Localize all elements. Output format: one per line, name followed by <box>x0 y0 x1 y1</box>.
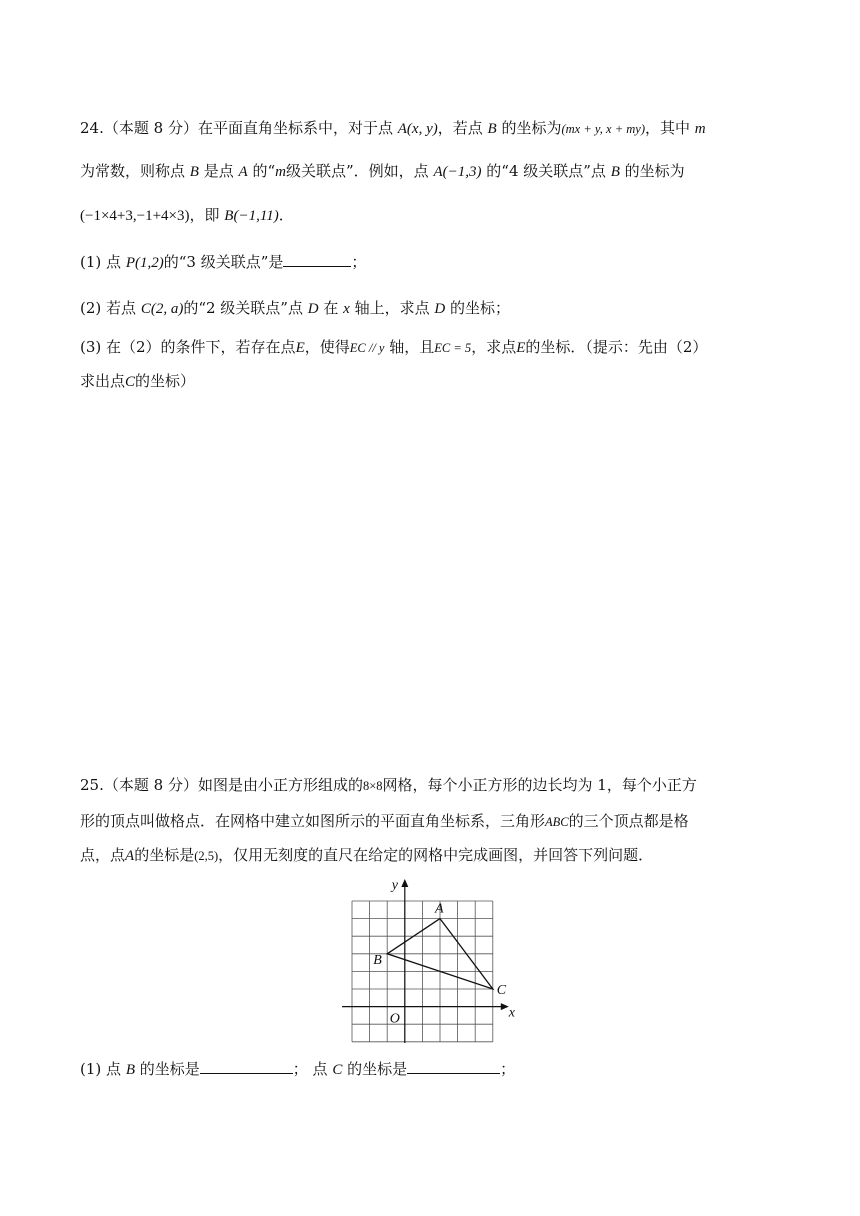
origin-label: O <box>389 1011 400 1027</box>
vertex-label-C: C <box>496 983 507 998</box>
q24-var-B: B <box>487 121 497 137</box>
q24-var-m: m <box>275 164 287 180</box>
q25-text: 的坐标是 <box>139 1060 200 1078</box>
x-axis-label: x <box>508 1005 516 1021</box>
q24-text: 级关联点”．例如，点 <box>286 162 429 180</box>
q24-example-expr: (−1×4+3,−1+4×3) <box>80 208 190 224</box>
q24-text: 的“3 级关联点”是 <box>163 253 284 271</box>
q24-text: (3) 在（2）的条件下，若存在点 <box>80 338 296 356</box>
q24-text: 是点 <box>203 162 234 180</box>
q24-length-expr: EC = 5 <box>434 341 472 355</box>
q25-text: 点，点 <box>80 846 126 864</box>
q24-text: 的坐标） <box>135 372 196 390</box>
q25-part1 <box>80 1058 515 1081</box>
grid-lines <box>352 901 493 1042</box>
q24-var-A: A <box>238 164 248 180</box>
q25-text: 的坐标是 <box>347 1060 408 1078</box>
q24-part3 <box>80 336 707 359</box>
q24-part2 <box>80 297 510 320</box>
q24-text: 的坐标； <box>450 299 511 317</box>
q25-text: 形的顶点叫做格点．在网格中建立如图所示的平面直角坐标系，三角形 <box>80 812 546 830</box>
q25-text: (1) 点 <box>80 1060 122 1078</box>
q24-text: (2) 若点 <box>80 299 137 317</box>
q24-var-E: E <box>516 340 526 356</box>
q24-text: 求出点 <box>80 372 126 390</box>
q24-text: 在平面直角坐标系中，对于点 <box>197 119 393 137</box>
q25-var-A: A <box>125 848 135 864</box>
q25-text: ； <box>500 1060 516 1078</box>
answer-blank-25-C[interactable] <box>407 1059 500 1074</box>
q24-B-formula: (mx + y, x + my) <box>561 122 645 136</box>
q24-var-D: D <box>307 301 319 317</box>
q24-text: 的坐标．（提示：先由（2） <box>525 338 708 356</box>
coordinate-grid-figure <box>335 868 530 1043</box>
q25-var-C: C <box>332 1062 343 1078</box>
q24-text: 在 <box>323 299 339 317</box>
y-axis-label: y <box>391 878 399 893</box>
q25-number: 25. <box>80 776 104 794</box>
q24-text: 的“4 级关联点”点 <box>486 162 606 180</box>
vertex-label-B: B <box>373 952 382 968</box>
q24-text: 轴，且 <box>389 338 435 356</box>
q24-text: ，求点 <box>471 338 517 356</box>
q24-text: 的“2 级关联点”点 <box>183 299 303 317</box>
q24-text: 为常数，则称点 <box>80 162 186 180</box>
q24-part1 <box>80 251 366 274</box>
q25-points: （本题 8 分） <box>103 776 198 794</box>
q25-line3 <box>80 844 653 867</box>
q25-text: 的坐标是 <box>134 846 195 864</box>
figure-labels <box>373 878 516 1027</box>
q24-line1 <box>80 117 706 140</box>
q24-text: 的“ <box>252 162 276 180</box>
q24-line2 <box>80 160 685 183</box>
q24-point-C: C(2, a) <box>140 301 184 317</box>
q24-var-B: B <box>610 164 620 180</box>
q24-text: 的坐标为 <box>624 162 685 180</box>
axes <box>342 879 509 1043</box>
vertex-label-A: A <box>435 901 444 917</box>
q24-var-D: D <box>434 301 446 317</box>
q24-line3 <box>80 204 294 227</box>
q24-var-E: E <box>295 340 305 356</box>
q24-text: ，其中 <box>645 119 691 137</box>
q24-parallel-expr: EC // y <box>349 341 385 355</box>
q24-text: ，使得 <box>304 338 350 356</box>
q25-A-coord: (2,5) <box>194 849 219 863</box>
q24-var-C: C <box>125 374 136 390</box>
q25-text: 的三个顶点都是格 <box>568 812 689 830</box>
q24-part3-line2 <box>80 370 195 393</box>
answer-blank-24-1[interactable] <box>283 252 351 267</box>
q24-var-B: B <box>189 164 199 180</box>
q24-text: ，即 <box>189 206 220 224</box>
q24-number: 24. <box>80 119 104 137</box>
q24-var-m: m <box>694 121 706 137</box>
q24-text: (1) 点 <box>80 253 122 271</box>
y-axis-arrow <box>401 879 408 887</box>
q25-var-B: B <box>125 1062 135 1078</box>
q24-point-A-xy: A(x, y) <box>397 121 438 137</box>
q25-line1 <box>80 774 697 797</box>
q24-text: 轴上，求点 <box>354 299 430 317</box>
q25-text: 网格，每个小正方形的边长均为 1，每个小正方 <box>382 776 697 794</box>
q24-text: 的坐标为 <box>501 119 562 137</box>
answer-blank-25-B[interactable] <box>200 1059 293 1074</box>
q25-text: ； 点 <box>292 1060 328 1078</box>
q25-triangle-name: ABC <box>545 815 569 829</box>
q24-point-P: P(1,2) <box>125 255 164 271</box>
q25-line2 <box>80 810 689 833</box>
q25-grid-size: 8×8 <box>362 779 383 793</box>
q25-text: ，仅用无刻度的直尺在给定的网格中完成画图，并回答下列问题． <box>218 846 654 864</box>
q24-text: ； <box>351 253 367 271</box>
x-axis-arrow <box>501 1003 509 1010</box>
q24-text: ，若点 <box>437 119 483 137</box>
q24-var-x: x <box>343 301 350 317</box>
q24-example-A: A(−1,3) <box>433 164 482 180</box>
q24-text: ． <box>278 206 294 224</box>
q24-points: （本题 8 分） <box>103 119 198 137</box>
q24-example-result: B(−1,11) <box>224 208 279 224</box>
q25-text: 如图是由小正方形组成的 <box>197 776 363 794</box>
